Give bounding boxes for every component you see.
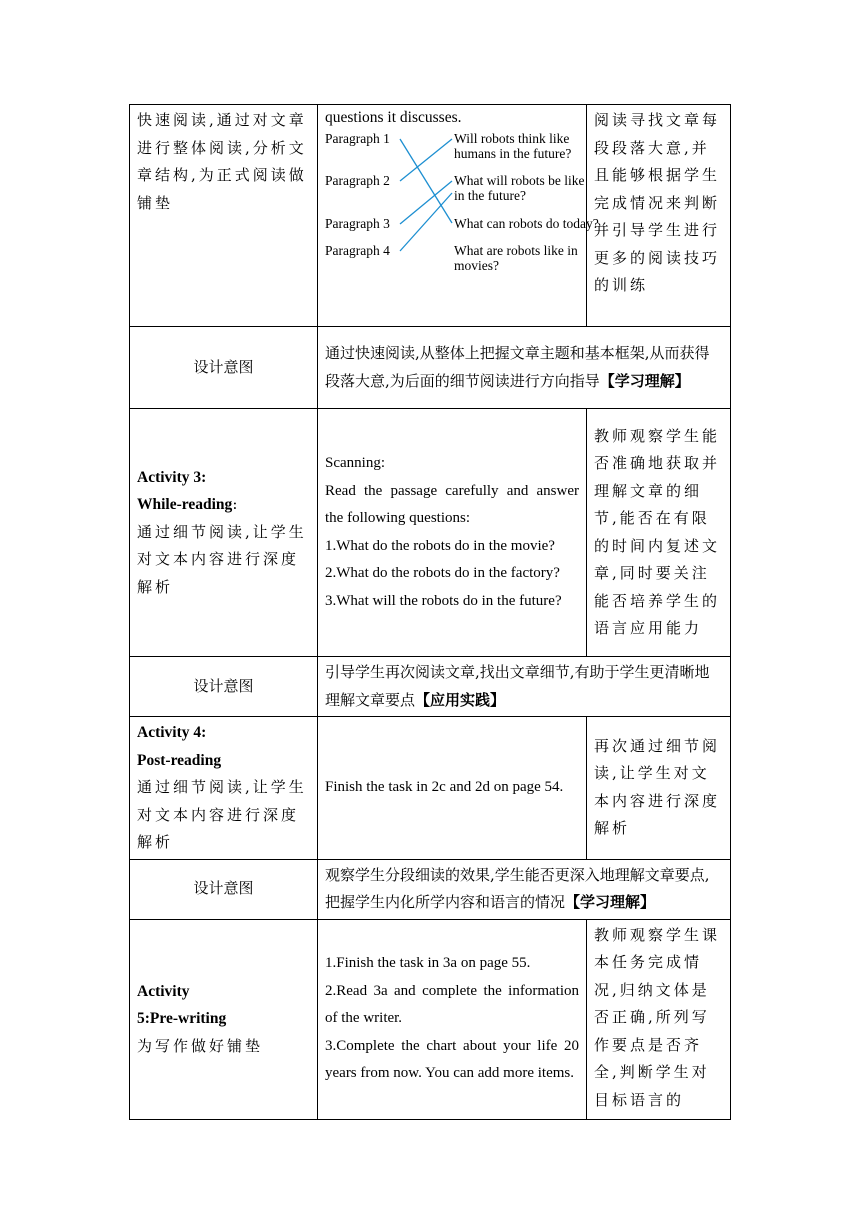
table-row [130,409,731,657]
activity-description: 为写作做好铺垫 [137,1036,264,1055]
activity-title: Activity [137,982,190,1000]
content-line: 2.What do the robots do in the factory? [325,565,560,581]
lesson-plan-table [129,104,731,1120]
activity-cell [130,919,318,1119]
design-intent-tag: 【学习理解】 [599,371,690,390]
question-label: humans in the future? [454,146,572,161]
assessment-text: 教师观察学生能否准确地获取并理解文章的细节,能否在有限的时间内复述文章,同时要关注能否培养学生的语言应用能力 [587,409,731,657]
table-row [130,327,731,409]
paragraph-label: Paragraph 3 [325,216,390,231]
design-intent-tag: 【学习理解】 [565,893,656,911]
design-intent-text [318,859,731,919]
matching-intro: questions it discusses. [325,109,462,126]
table-row [130,717,731,860]
activity-title: Activity 3: [137,468,207,486]
design-intent-text [318,657,731,717]
design-intent-label: 设计意图 [130,657,318,717]
content-line: 2.Read 3a and complete the information of the writer. [325,982,579,1027]
content-line: 1.What do the robots do in the movie? [325,537,555,554]
table-row [130,919,731,1119]
design-intent-tag: 【应用实践】 [415,690,506,709]
question-label: What are robots like in [454,243,578,258]
question-label: in the future? [454,188,526,203]
design-intent-body: 观察学生分段细读的效果,学生能否更深入地理解文章要点,把握学生内化所学内容和语言的情况 [325,865,710,911]
question-label: What can robots do today? [454,216,599,231]
question-label: What will robots be like [454,173,585,188]
activity-description: 通过细节阅读,让学生对文本内容进行深度解析 [137,522,307,596]
content-line: 3.What will the robots do in the future? [325,592,562,609]
table-row [130,657,731,717]
matching-cell [318,105,599,327]
paragraph-label: Paragraph 1 [325,131,390,146]
activity-description: 快速阅读,通过对文章进行整体阅读,分析文章结构,为正式阅读做铺垫 [130,105,318,327]
paragraph-label: Paragraph 4 [325,243,390,258]
question-label: Will robots think like [454,131,570,146]
activity-subtitle: Post-reading [137,751,222,769]
table-row [130,859,731,919]
activity-content [318,409,587,657]
design-intent-label: 设计意图 [130,859,318,919]
activity-subtitle: While-reading [137,496,233,514]
design-intent-body: 引导学生再次阅读文章,找出文章细节,有助于学生更清晰地理解文章要点 [325,663,710,709]
activity-content [318,919,587,1119]
content-line: Read the passage carefully and answer the following questions: [325,482,579,526]
activity-description: 通过细节阅读,让学生对文本内容进行深度解析 [137,778,307,851]
table-row [130,105,731,327]
activity-cell [130,409,318,657]
activity-cell [130,717,318,860]
assessment-text: 阅读寻找文章每段段落大意,并且能够根据学生完成情况来判断并引导学生进行更多的阅读技巧的训练 [587,105,731,327]
design-intent-label: 设计意图 [130,327,318,409]
activity-subtitle: 5:Pre-writing [137,1010,227,1028]
activity-colon: : [232,495,238,514]
matching-line [400,139,452,223]
assessment-text: 教师观察学生课本任务完成情况,归纳文体是否正确,所列写作要点是否齐全,判断学生对目标语言的 [587,919,731,1119]
content-line: Scanning: [325,455,385,471]
assessment-text: 再次通过细节阅读,让学生对文本内容进行深度解析 [587,717,731,860]
content-line: 3.Complete the chart about your life 20 years from now. You can add more items. [325,1037,579,1082]
question-label: movies? [454,258,499,273]
design-intent-text [318,327,731,409]
content-line: 1.Finish the task in 3a on page 55. [325,955,531,972]
design-intent-body: 通过快速阅读,从整体上把握文章主题和基本框架,从而获得段落大意,为后面的细节阅读进行方向指导 [325,344,710,390]
paragraph-label: Paragraph 2 [325,173,390,188]
paragraph-matching-figure [325,131,611,281]
matching-line [400,139,452,181]
activity-content: Finish the task in 2c and 2d on page 54. [318,717,587,860]
activity-title: Activity 4: [137,724,207,741]
